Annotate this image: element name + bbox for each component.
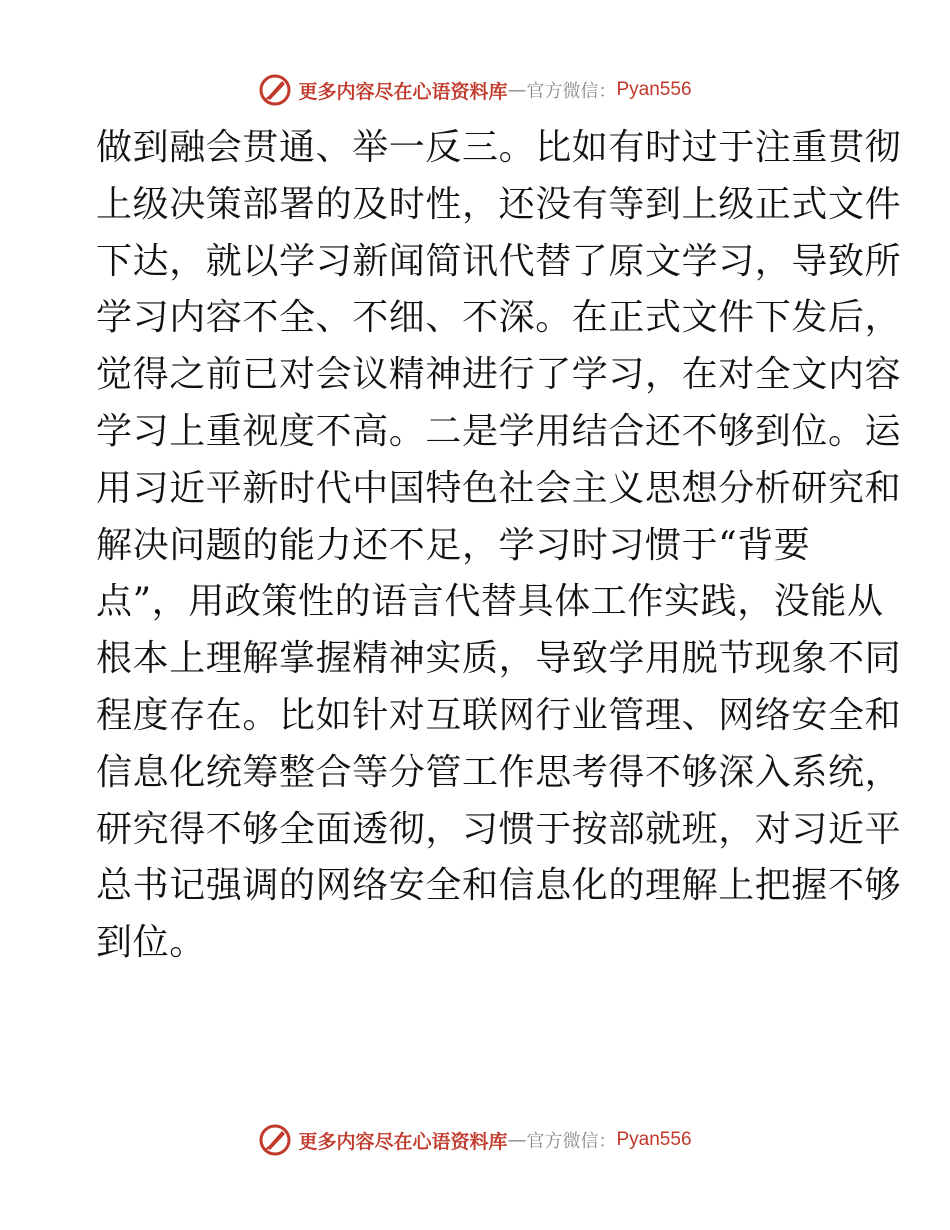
quill-logo-icon: [258, 73, 292, 107]
body-line: 学习上重视度不高。二是学用结合还不够到位。运: [96, 410, 902, 452]
body-line: 到位。: [96, 922, 206, 964]
footer-watermark: [0, 1118, 950, 1162]
body-line: 信息化统筹整合等分管工作思考得不够深入系统，: [96, 751, 902, 793]
body-line: 解决问题的能力还不足，学习时习惯于“背要: [96, 524, 811, 566]
watermark-wechat-label: 官方微信：: [526, 1131, 617, 1152]
body-line: 下达，就以学习新闻简讯代替了原文学习，导致所: [96, 240, 902, 282]
watermark-site-text: 更多内容尽在心语资料库: [298, 1130, 508, 1153]
body-line: 做到融会贯通、举一反三。比如有时过于注重贯彻: [96, 127, 902, 168]
body-line: 点”，用政策性的语言代替具体工作实践，没能从: [96, 581, 884, 623]
watermark-wechat-label: 官方微信：: [526, 81, 617, 102]
watermark-separator: —: [507, 79, 527, 101]
body-line: 程度存在。比如针对互联网行业管理、网络安全和: [96, 694, 902, 736]
quill-logo-icon: [258, 1123, 292, 1157]
body-line: 总书记强调的网络安全和信息化的理解上把握不够: [96, 865, 902, 907]
header-watermark: [0, 68, 950, 112]
body-line: 学习内容不全、不细、不深。在正式文件下发后，: [96, 297, 902, 339]
body-line: 上级决策部署的及时性，还没有等到上级正式文件: [96, 183, 902, 225]
body-line: 用习近平新时代中国特色社会主义思想分析研究和: [96, 467, 902, 509]
watermark-wechat-id: Pyan556: [616, 1129, 692, 1150]
body-line: 觉得之前已对会议精神进行了学习，在对全文内容: [96, 354, 902, 396]
watermark-site-text: 更多内容尽在心语资料库: [298, 80, 508, 103]
watermark-separator: —: [507, 1129, 527, 1151]
body-line: 研究得不够全面透彻，习惯于按部就班，对习近平: [96, 808, 902, 850]
watermark-wechat-id: Pyan556: [616, 79, 692, 100]
body-line: 根本上理解掌握精神实质，导致学用脱节现象不同: [96, 638, 902, 680]
document-body: [96, 120, 902, 972]
